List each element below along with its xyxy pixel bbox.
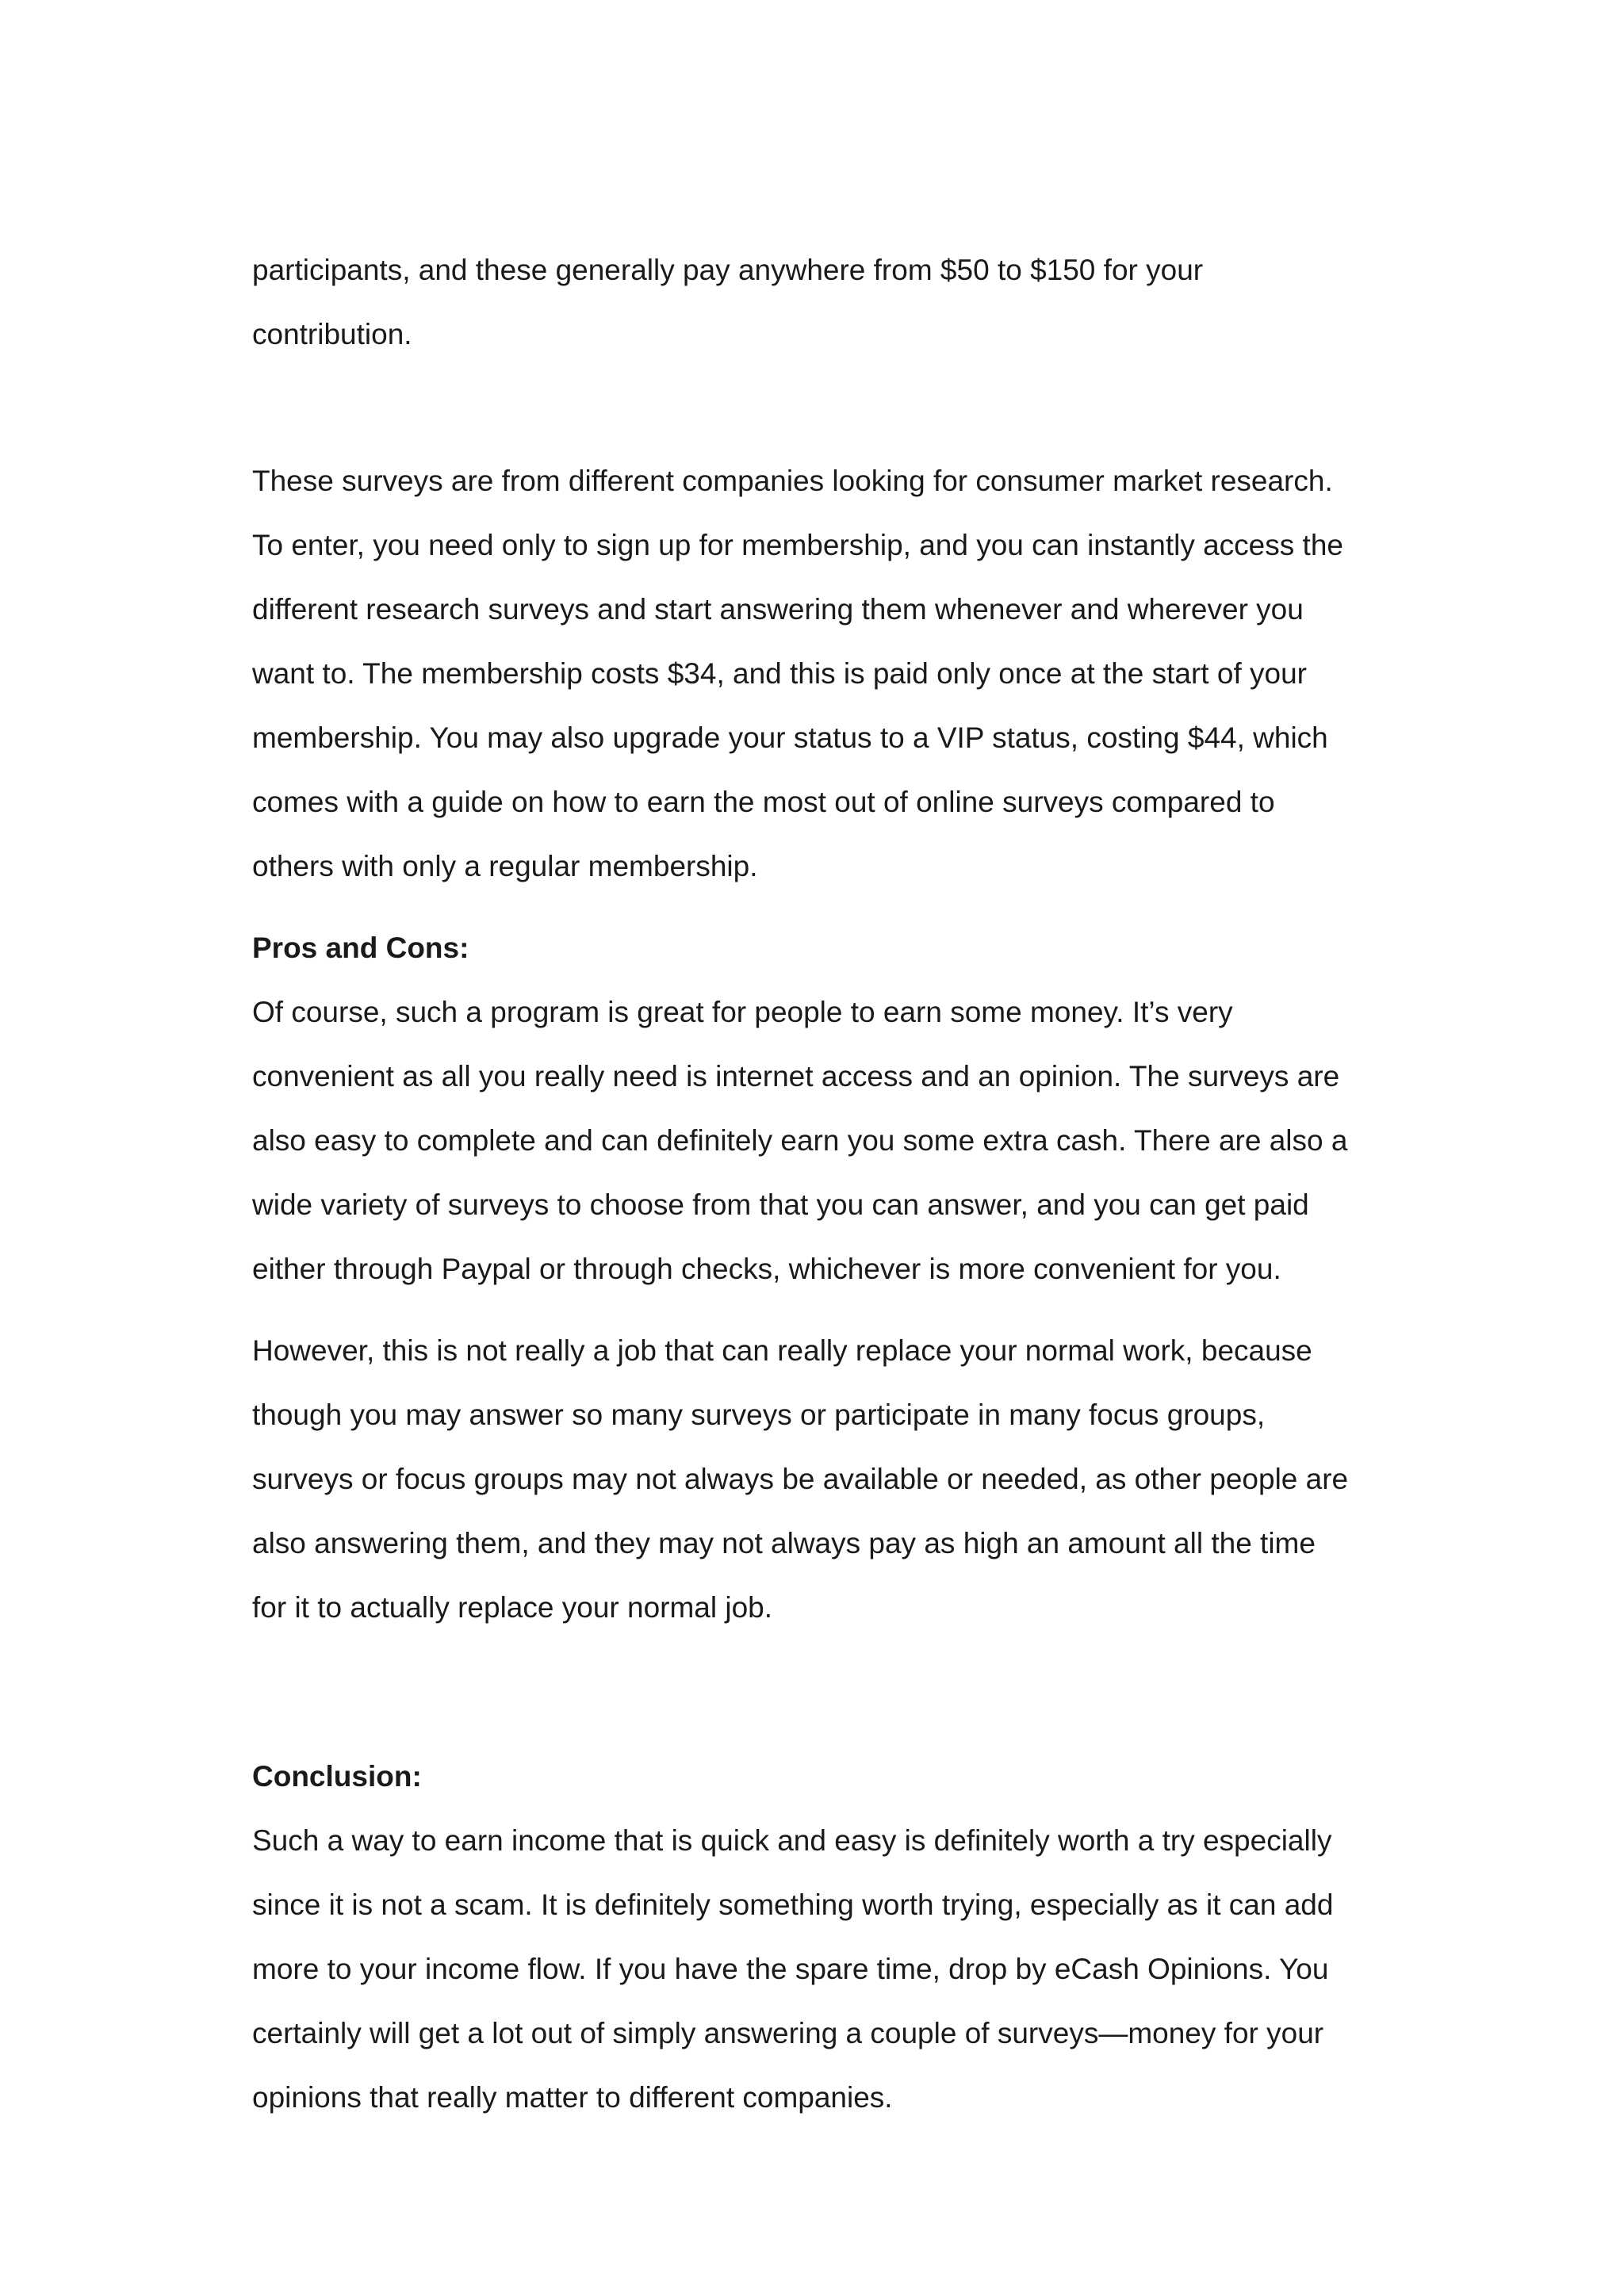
paragraph-pros xyxy=(252,980,1394,1301)
text-line: different research surveys and start answering them whenever and wherever you xyxy=(252,593,1304,626)
text-line: more to your income flow. If you have the spare time, drop by eCash Opinions. You xyxy=(252,1953,1329,1985)
text-line: though you may answer so many surveys or participate in many focus groups, xyxy=(252,1399,1266,1431)
text-line: certainly will get a lot out of simply answering a couple of surveys—money for your xyxy=(252,2017,1324,2049)
text-line: Such a way to earn income that is quick and easy is definitely worth a try especially xyxy=(252,1824,1332,1857)
text-line: opinions that really matter to different companies. xyxy=(252,2081,893,2114)
text-line: surveys or focus groups may not always be available or needed, as other people are xyxy=(252,1463,1349,1495)
heading-pros-and-cons: Pros and Cons: xyxy=(252,932,469,964)
text-line: also answering them, and they may not always pay as high an amount all the time xyxy=(252,1527,1316,1559)
text-line: either through Paypal or through checks, whichever is more convenient for you. xyxy=(252,1253,1281,1285)
text-line: others with only a regular membership. xyxy=(252,850,758,882)
text-line: These surveys are from different companies looking for consumer market research. xyxy=(252,465,1333,497)
text-line: convenient as all you really need is internet access and an opinion. The surveys are xyxy=(252,1060,1340,1093)
heading-conclusion: Conclusion: xyxy=(252,1760,422,1793)
text-line: want to. The membership costs $34, and this is paid only once at the start of your xyxy=(252,657,1307,690)
paragraph-intro xyxy=(252,238,1394,366)
text-line: comes with a guide on how to earn the most out of online surveys compared to xyxy=(252,786,1275,818)
text-line: also easy to complete and can definitely earn you some extra cash. There are also a xyxy=(252,1124,1348,1157)
text-line: since it is not a scam. It is definitely something worth trying, especially as it can add xyxy=(252,1888,1334,1921)
text-line: To enter, you need only to sign up for membership, and you can instantly access the xyxy=(252,529,1343,561)
document-body xyxy=(252,238,1394,2130)
text-line: Of course, such a program is great for people to earn some money. It’s very xyxy=(252,996,1233,1028)
text-line: wide variety of surveys to choose from that you can answer, and you can get paid xyxy=(252,1188,1309,1221)
paragraph-conclusion xyxy=(252,1808,1394,2130)
paragraph-membership xyxy=(252,449,1394,898)
text-line: contribution. xyxy=(252,318,412,350)
paragraph-cons xyxy=(252,1318,1394,1640)
text-line: for it to actually replace your normal job. xyxy=(252,1591,773,1624)
text-line: membership. You may also upgrade your status to a VIP status, costing $44, which xyxy=(252,721,1328,754)
text-line: However, this is not really a job that can really replace your normal work, because xyxy=(252,1334,1312,1367)
text-line: participants, and these generally pay anywhere from $50 to $150 for your xyxy=(252,254,1204,286)
